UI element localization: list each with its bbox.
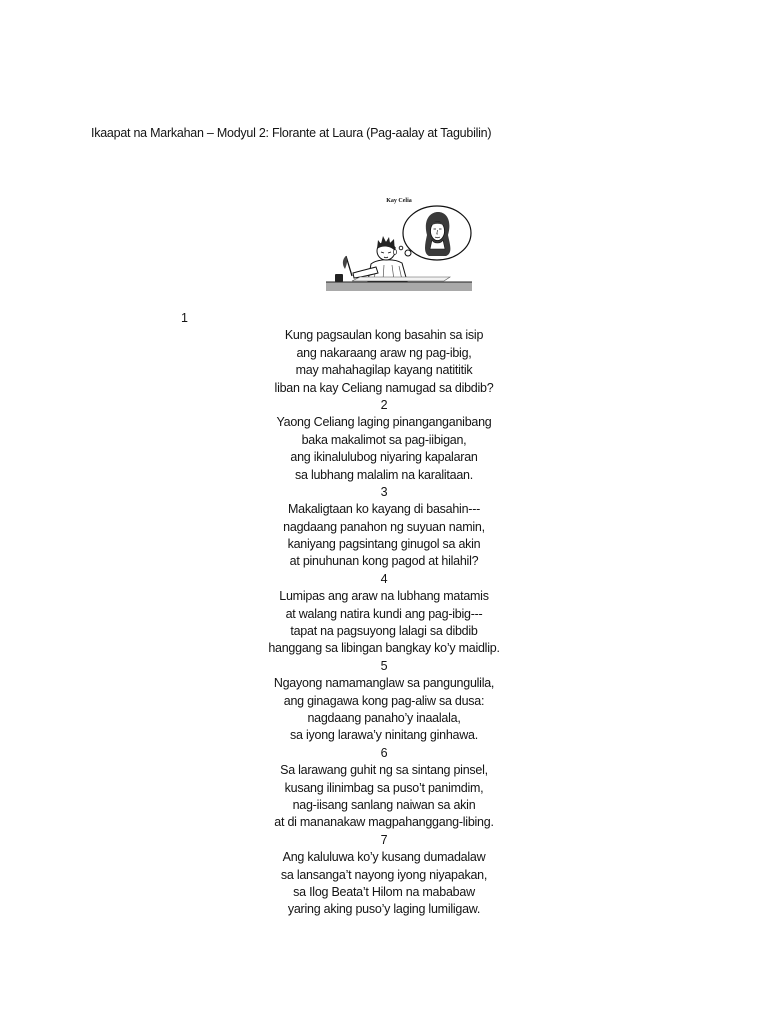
stanza-number: 2 [380, 397, 388, 412]
verse-line: Makaligtaan ko kayang di basahin--- [287, 502, 481, 517]
verse-line: at di mananakaw magpahanggang-libing. [274, 815, 494, 830]
verse-line: tapat na pagsuyong lalagi sa dibdib [290, 624, 478, 639]
verse-line: sa Ilog Beata’t Hilom na mababaw [293, 884, 475, 899]
illustration-caption: Kay Celia [386, 198, 412, 204]
verse-line: hanggang sa libingan bangkay ko’y maidlip. [268, 641, 500, 656]
verse-line: nagdaang panahon ng suyuan namin, [283, 519, 485, 534]
stanza-number: 5 [380, 658, 388, 673]
verse-line: ang nakaraang araw ng pag-ibig, [296, 345, 472, 360]
poem [0, 310, 768, 919]
verse-line: sa lansanga’t nayong iyong niyapakan, [280, 867, 488, 882]
stanza-number: 7 [380, 832, 388, 847]
verse-line: sa lubhang malalim na karalitaan. [295, 467, 473, 482]
desk [326, 277, 472, 291]
verse-line: sa iyong larawa’y ninitang ginhawa. [290, 728, 478, 743]
verse-line: kusang ilinimbag sa puso’t panimdim, [284, 780, 484, 795]
quill-pen-icon [343, 256, 352, 276]
stanza-number: 4 [380, 571, 388, 586]
verse-line: ang ikinalulubog niyaring kapalaran [290, 450, 478, 465]
illustration [324, 193, 474, 293]
verse-line: nag-iisang sanlang naiwan sa akin [292, 797, 476, 812]
stanza [0, 484, 768, 571]
stanza [0, 658, 768, 745]
writer-figure [353, 236, 407, 281]
verse-line: Kung pagsaulan kong basahin sa isip [284, 328, 484, 343]
verse-line: yaring aking puso’y laging lumiligaw. [287, 902, 481, 917]
verse-line: Sa larawang guhit ng sa sintang pinsel, [280, 763, 488, 778]
verse-line: Yaong Celiang laging pinanganganibang [276, 415, 492, 430]
stanza-number: 1 [181, 311, 188, 325]
stanza [0, 397, 768, 484]
verse-line: nagdaang panaho’y inaalala, [307, 710, 461, 725]
verse-line: Ngayong namamanglaw sa pangungulila, [273, 676, 495, 691]
stanza [0, 745, 768, 832]
stanza-number: 3 [380, 484, 388, 499]
verse-line: at pinuhunan kong pagod at hilahil? [289, 554, 479, 569]
verse-line: at walang natira kundi ang pag-ibig--- [285, 606, 483, 621]
verse-line: Lumipas ang araw na lubhang matamis [279, 589, 489, 604]
verse-line: liban na kay Celiang namugad sa dibdib? [274, 380, 494, 395]
verse-line: ang ginagawa kong pag-aliw sa dusa: [283, 693, 485, 708]
verse-line: baka makalimot sa pag-iibigan, [301, 432, 467, 447]
stanza [0, 310, 768, 397]
verse-line: kaniyang pagsintang ginugol sa akin [287, 537, 481, 552]
stanza [0, 571, 768, 658]
woman-portrait [425, 212, 450, 256]
stanza [0, 832, 768, 919]
stanza-number: 6 [380, 745, 388, 760]
verse-line: may mahahagilap kayang natititik [295, 363, 473, 378]
verse-line: Ang kaluluwa ko’y kusang dumadalaw [282, 850, 486, 865]
page-header: Ikaapat na Markahan – Modyul 2: Florante at Laura (Pag-aalay at Tagubilin) [91, 126, 492, 140]
inkwell [335, 274, 343, 282]
